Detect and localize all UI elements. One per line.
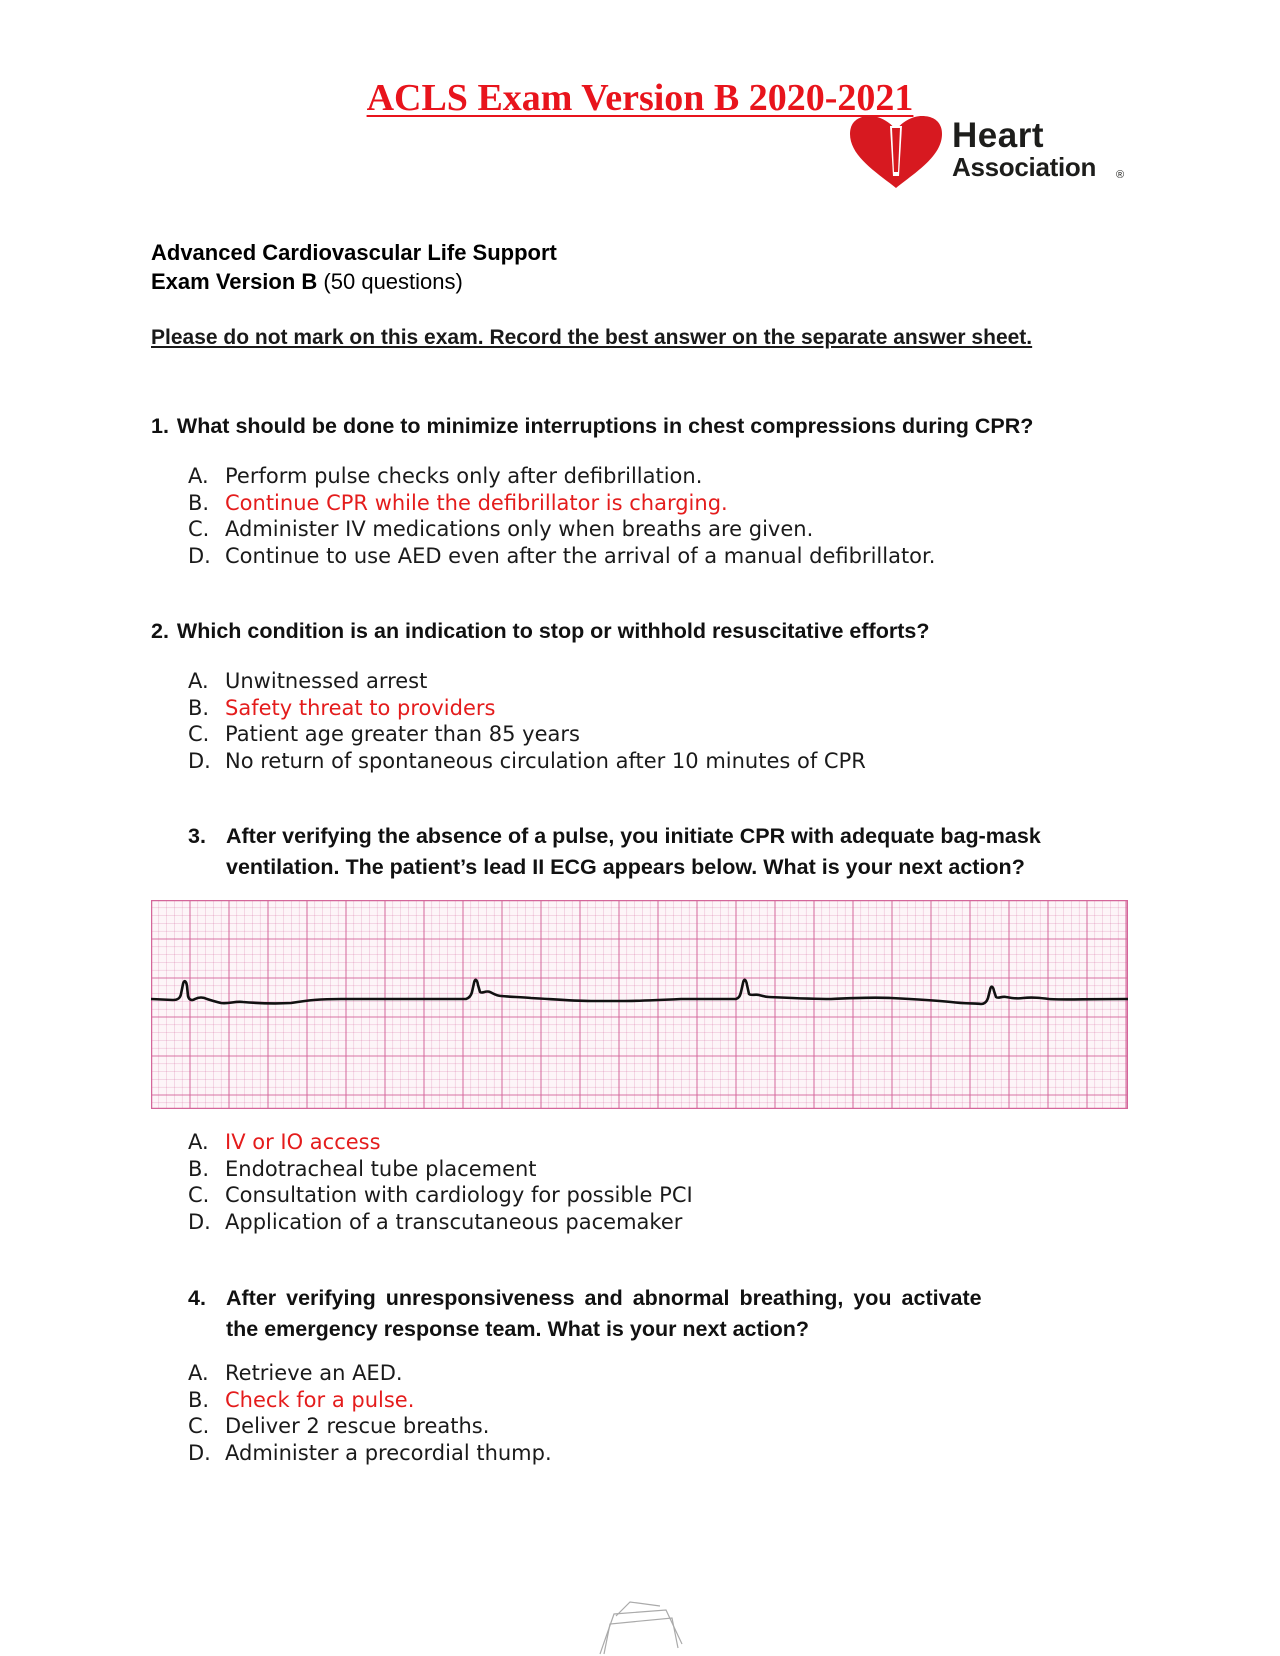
option bbox=[188, 1156, 693, 1183]
question-1-options bbox=[188, 463, 935, 569]
option-letter: A. bbox=[188, 669, 209, 693]
page-title: ACLS Exam Version B 2020-2021 bbox=[366, 77, 914, 119]
exam-version-line bbox=[151, 271, 463, 293]
course-name: Advanced Cardiovascular Life Support bbox=[151, 240, 557, 265]
option bbox=[188, 748, 866, 775]
option-letter: B. bbox=[188, 490, 210, 515]
option-text: Deliver 2 rescue breaths. bbox=[225, 1414, 490, 1438]
question-4 bbox=[188, 1283, 1138, 1345]
question-text-line: the emergency response team. What is your next action? bbox=[226, 1317, 810, 1341]
question-text bbox=[226, 1283, 1138, 1345]
question-4-options bbox=[188, 1360, 552, 1466]
option-letter: C. bbox=[188, 517, 210, 541]
option-letter: B. bbox=[188, 695, 210, 720]
option-letter: D. bbox=[188, 1440, 211, 1465]
option bbox=[188, 543, 935, 570]
option-correct bbox=[188, 1387, 552, 1414]
option-letter: D. bbox=[188, 543, 211, 568]
question-2-options bbox=[188, 668, 866, 774]
question-text-line: After verifying unresponsiveness and abnormal breathing, you activate bbox=[226, 1286, 982, 1310]
ecg-lead-ii-strip bbox=[151, 900, 1128, 1109]
question-3 bbox=[188, 821, 1138, 883]
option-letter: D. bbox=[188, 1209, 211, 1234]
logo-word-heart: Heart bbox=[952, 116, 1044, 155]
option-text: No return of spontaneous circulation after 10 minutes of CPR bbox=[225, 748, 866, 773]
option-text: Perform pulse checks only after defibrillation. bbox=[225, 464, 703, 488]
option-text: Safety threat to providers bbox=[225, 695, 496, 720]
option-correct bbox=[188, 695, 866, 722]
option-letter: C. bbox=[188, 1183, 210, 1207]
option-text: IV or IO access bbox=[225, 1130, 381, 1154]
option bbox=[188, 1413, 552, 1440]
exam-version-label: Exam Version B bbox=[151, 269, 318, 294]
option-letter: B. bbox=[188, 1156, 210, 1181]
question-number: 4. bbox=[188, 1286, 206, 1310]
option-text: Consultation with cardiology for possible PCI bbox=[225, 1183, 693, 1207]
option-correct bbox=[188, 490, 935, 517]
option-text: Unwitnessed arrest bbox=[225, 669, 428, 693]
question-1 bbox=[151, 411, 1033, 442]
option bbox=[188, 1440, 552, 1467]
option-text: Patient age greater than 85 years bbox=[225, 722, 580, 746]
question-text-line: ventilation. The patient’s lead II ECG appears below. What is your next action? bbox=[226, 855, 1025, 879]
option-text: Endotracheal tube placement bbox=[225, 1156, 537, 1181]
option bbox=[188, 1209, 693, 1236]
option-letter: C. bbox=[188, 722, 210, 746]
question-number: 2. bbox=[151, 619, 169, 643]
option bbox=[188, 516, 935, 543]
option-text: Application of a transcutaneous pacemaker bbox=[225, 1209, 683, 1234]
paper-stack-icon bbox=[590, 1596, 690, 1656]
option-letter: D. bbox=[188, 748, 211, 773]
heart-association-logo bbox=[846, 116, 1136, 192]
logo-word-association: Association bbox=[952, 152, 1097, 182]
question-3-options bbox=[188, 1129, 693, 1235]
option bbox=[188, 668, 866, 695]
option-text: Administer a precordial thump. bbox=[225, 1440, 552, 1465]
option bbox=[188, 1182, 693, 1209]
option bbox=[188, 463, 935, 490]
question-number: 1. bbox=[151, 414, 169, 438]
question-text: Which condition is an indication to stop or withhold resuscitative efforts? bbox=[176, 619, 930, 643]
option-correct bbox=[188, 1129, 693, 1156]
option bbox=[188, 1360, 552, 1387]
question-count: (50 questions) bbox=[317, 269, 463, 294]
question-2 bbox=[151, 616, 929, 647]
option-letter: A. bbox=[188, 1130, 209, 1154]
question-text bbox=[226, 821, 1138, 883]
option-letter: A. bbox=[188, 464, 209, 488]
option-text: Check for a pulse. bbox=[225, 1387, 415, 1412]
question-text: What should be done to minimize interruptions in chest compressions during CPR? bbox=[176, 414, 1034, 438]
option-text: Administer IV medications only when breaths are given. bbox=[225, 517, 814, 541]
registered-mark: ® bbox=[1116, 169, 1125, 181]
option-letter: B. bbox=[188, 1387, 210, 1412]
exam-instructions: Please do not mark on this exam. Record the best answer on the separate answer sheet. bbox=[151, 326, 1033, 349]
option-letter: C. bbox=[188, 1414, 210, 1438]
question-text-line: After verifying the absence of a pulse, you initiate CPR with adequate bag-mask bbox=[226, 824, 1041, 848]
option-text: Retrieve an AED. bbox=[225, 1361, 403, 1385]
option-text: Continue CPR while the defibrillator is charging. bbox=[225, 490, 728, 515]
option-letter: A. bbox=[188, 1361, 209, 1385]
option-text: Continue to use AED even after the arrival of a manual defibrillator. bbox=[225, 543, 936, 568]
heart-torch-icon bbox=[846, 116, 946, 192]
question-number: 3. bbox=[188, 824, 206, 848]
option bbox=[188, 721, 866, 748]
